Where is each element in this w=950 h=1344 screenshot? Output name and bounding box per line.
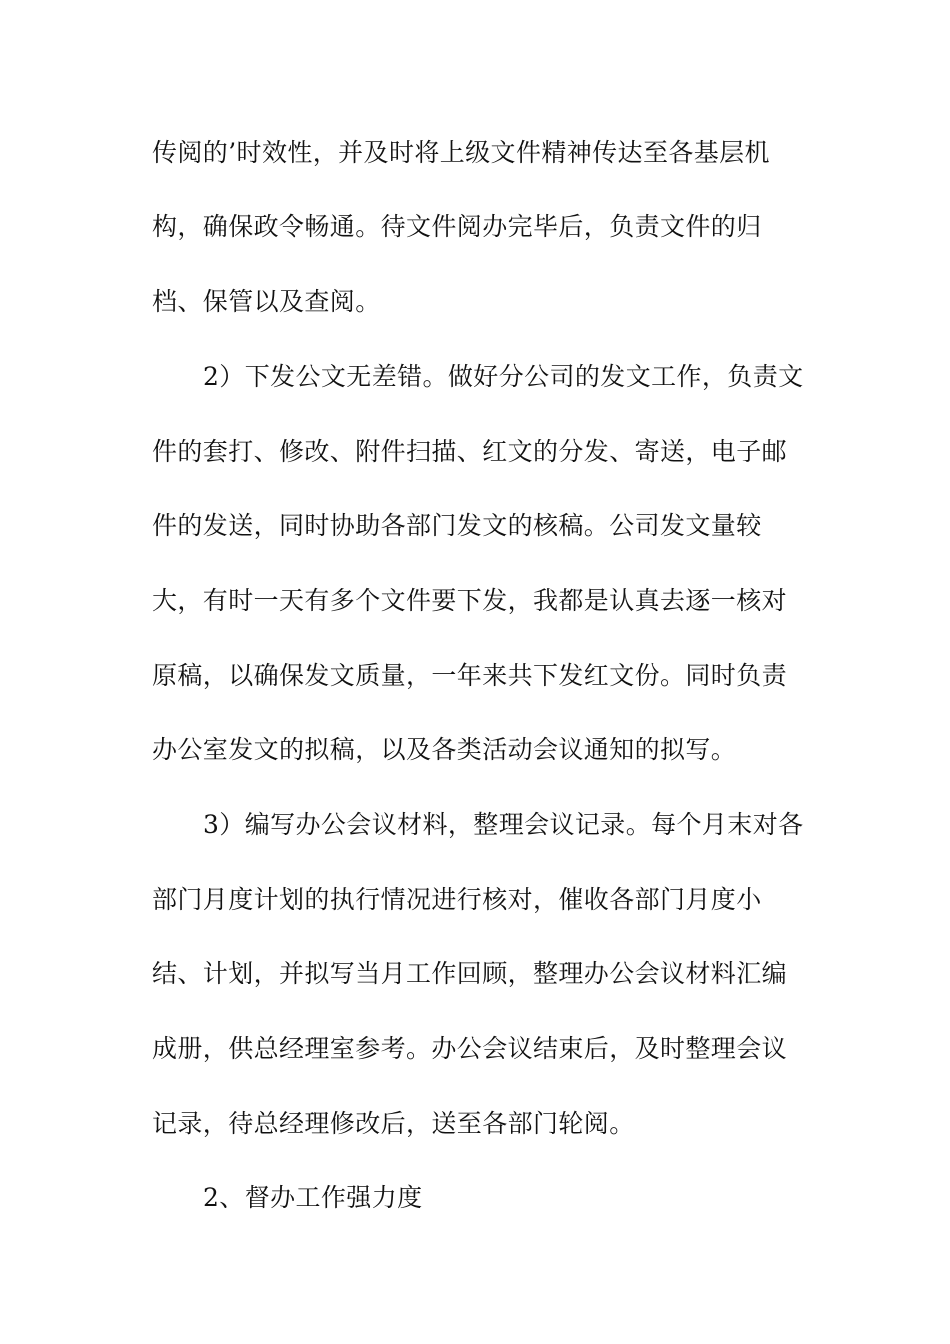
section-heading: 2、督办工作强力度 xyxy=(203,1183,423,1212)
paragraph-line: 原稿，以确保发文质量，一年来共下发红文份。同时负责 xyxy=(152,661,788,690)
paragraph-line: 构，确保政令畅通。待文件阅办完毕后，负责文件的归 xyxy=(152,212,762,241)
paragraph-line: 件的套打、修改、附件扫描、红文的分发、寄送，电子邮 xyxy=(152,437,788,466)
paragraph-line: 2）下发公文无差错。做好分公司的发文工作，负责文 xyxy=(203,362,804,391)
paragraph-line: 成册，供总经理室参考。办公会议结束后，及时整理会议 xyxy=(152,1034,788,1063)
paragraph-line: 部门月度计划的执行情况进行核对，催收各部门月度小 xyxy=(152,885,762,914)
paragraph-line: 记录，待总经理修改后，送至各部门轮阅。 xyxy=(152,1109,635,1138)
paragraph-line: 传阅的’时效性，并及时将上级文件精神传达至各基层机 xyxy=(152,138,770,167)
paragraph-line: 3）编写办公会议材料，整理会议记录。每个月末对各 xyxy=(203,810,804,839)
paragraph-line: 档、保管以及查阅。 xyxy=(152,287,381,316)
paragraph-line: 件的发送，同时协助各部门发文的核稿。公司发文量较 xyxy=(152,511,762,540)
paragraph-line: 办公室发文的拟稿，以及各类活动会议通知的拟写。 xyxy=(152,735,737,764)
paragraph-line: 大，有时一天有多个文件要下发，我都是认真去逐一核对 xyxy=(152,586,788,615)
paragraph-line: 结、计划，并拟写当月工作回顾，整理办公会议材料汇编 xyxy=(152,959,788,988)
